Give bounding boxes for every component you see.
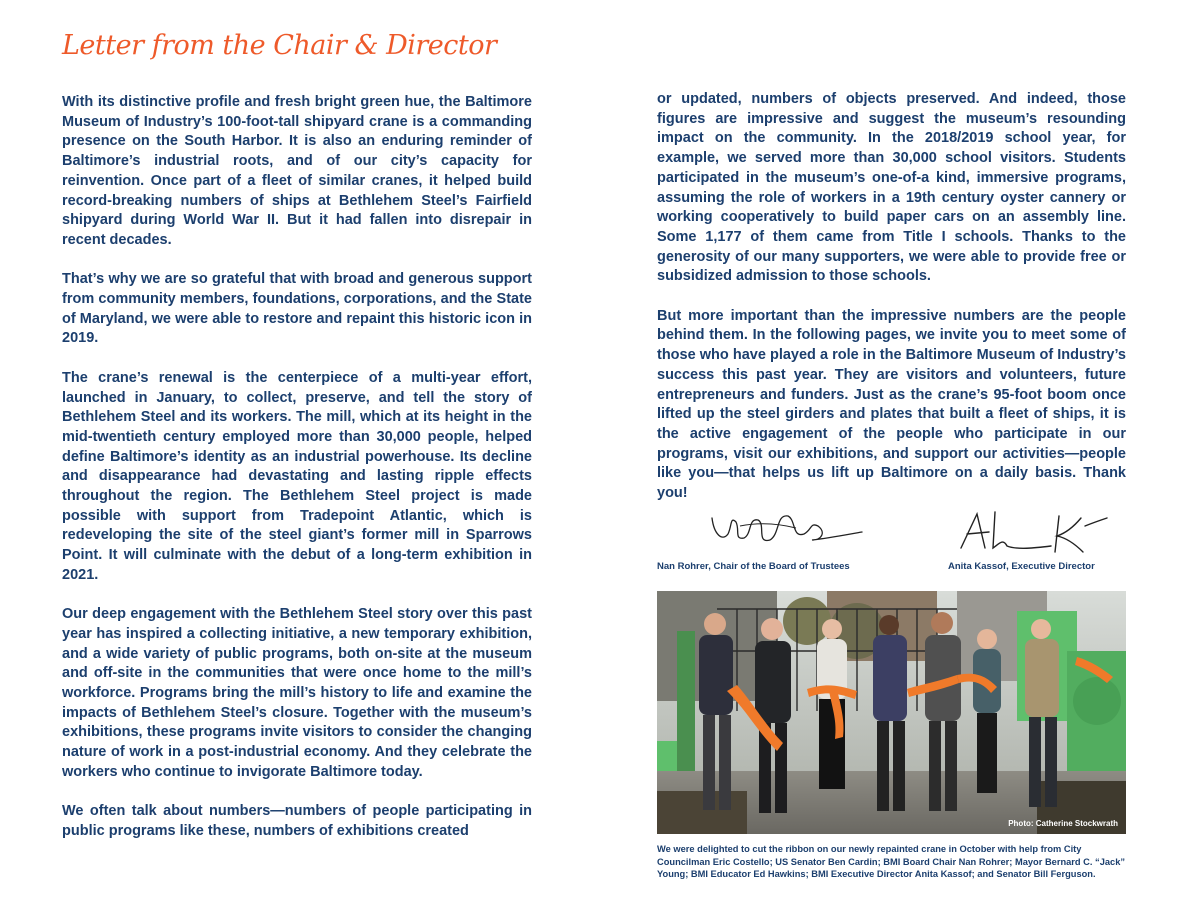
paragraph: We often talk about numbers—numbers of people participating in public programs like these, numbers of exhibitions created [62,803,532,839]
right-text-column [657,90,1126,523]
photo-caption: We were delighted to cut the ribbon on our newly repainted crane in October with help from City Councilman Eric Costello; US Senator Ben Cardin; BMI Board Chair Nan Rohrer; Mayor Bernard C. “Jack” Young; BMI Educator Ed Hawkins; BMI Executive Director Anita Kassof; and Senator Bill Ferguson. [657,844,1126,879]
paragraph: But more important than the impressive numbers are the people behind them. In the following pages, we invite you to meet some of those who have played a role in the Baltimore Museum of Industry’s success this past year. They are visitors and volunteers, future entrepreneurs and funders. Just as the crane’s 95-foot boom once lifted up the steel girders and plates that built a fleet of ships, it is the active engagement of the people who participate in our programs, visit our exhibitions, and support our activities—people like you—that helps us lift up Baltimore on a daily basis. Thank you! [657,307,1126,502]
left-text-column [62,93,532,861]
signature-caption-chair: Nan Rohrer, Chair of the Board of Trustees [657,561,850,572]
paragraph: The crane’s renewal is the centerpiece of a multi-year effort, launched in January, to collect, preserve, and tell the story of Bethlehem Steel and its workers. The mill, which at its height in the mid-twentieth century employed more than 30,000 people, helped define Baltimore’s identity as an industrial powerhouse. Its decline and disappearance had devastating and lasting ripple effects throughout the region. The Bethlehem Steel project is made possible with support from Tradepoint Atlantic, which is redeveloping the site of the steel giant’s former mill in Sparrows Point. It will culminate with the debut of a long-term exhibition in 2021. [62,369,532,583]
paragraph: That’s why we are so grateful that with broad and generous support from community members, foundations, corporations, and the State of Maryland, we were able to restore and repaint this historic icon in 2019. [62,271,532,347]
paragraph: Our deep engagement with the Bethlehem Steel story over this past year has inspired a collecting initiative, a new temporary exhibition, and a wide variety of public programs, both on-site at the museum and off-site in the communities that were once home to the mill’s workforce. Programs bring the mill’s history to life and examine the impacts of Bethlehem Steel’s closure. Together with the museum’s exhibitions, these programs invite visitors to consider the changing nature of work in a post-industrial economy. And they celebrate the workers who continue to invigorate Baltimore today. [62,606,532,780]
paragraph: With its distinctive profile and fresh bright green hue, the Baltimore Museum of Industry’s 100-foot-tall shipyard crane is a commanding presence on the South Harbor. It is also an enduring reminder of Baltimore’s industrial roots, and of our city’s capacity for reinvention. Once part of a fleet of similar cranes, it helped build record-breaking numbers of ships at Bethlehem Steel’s Fairfield shipyard during World War II. But it had fallen into disrepair in recent decades. [62,94,532,248]
page-title: Letter from the Chair & Director [62,30,497,61]
signature-chair [700,504,870,554]
ribbon-cutting-photo [657,591,1126,834]
photo-credit: Photo: Catherine Stockwrath [1008,819,1118,828]
signature-director [955,508,1115,556]
paragraph: or updated, numbers of objects preserved. And indeed, those figures are impressive and suggest the museum’s resounding impact on the community. In the 2018/2019 school year, for example, we served more than 30,000 school visitors. Students participated in the museum’s one-of-a kind, immersive programs, assuming the role of workers in a 19th century oyster cannery or working cooperatively to build paper cars on an assembly line. Some 1,177 of them came from Title I schools. Thanks to the generosity of our many supporters, we were able to provide free or subsidized admission to those schools. [657,91,1126,285]
signature-caption-director: Anita Kassof, Executive Director [948,561,1095,572]
